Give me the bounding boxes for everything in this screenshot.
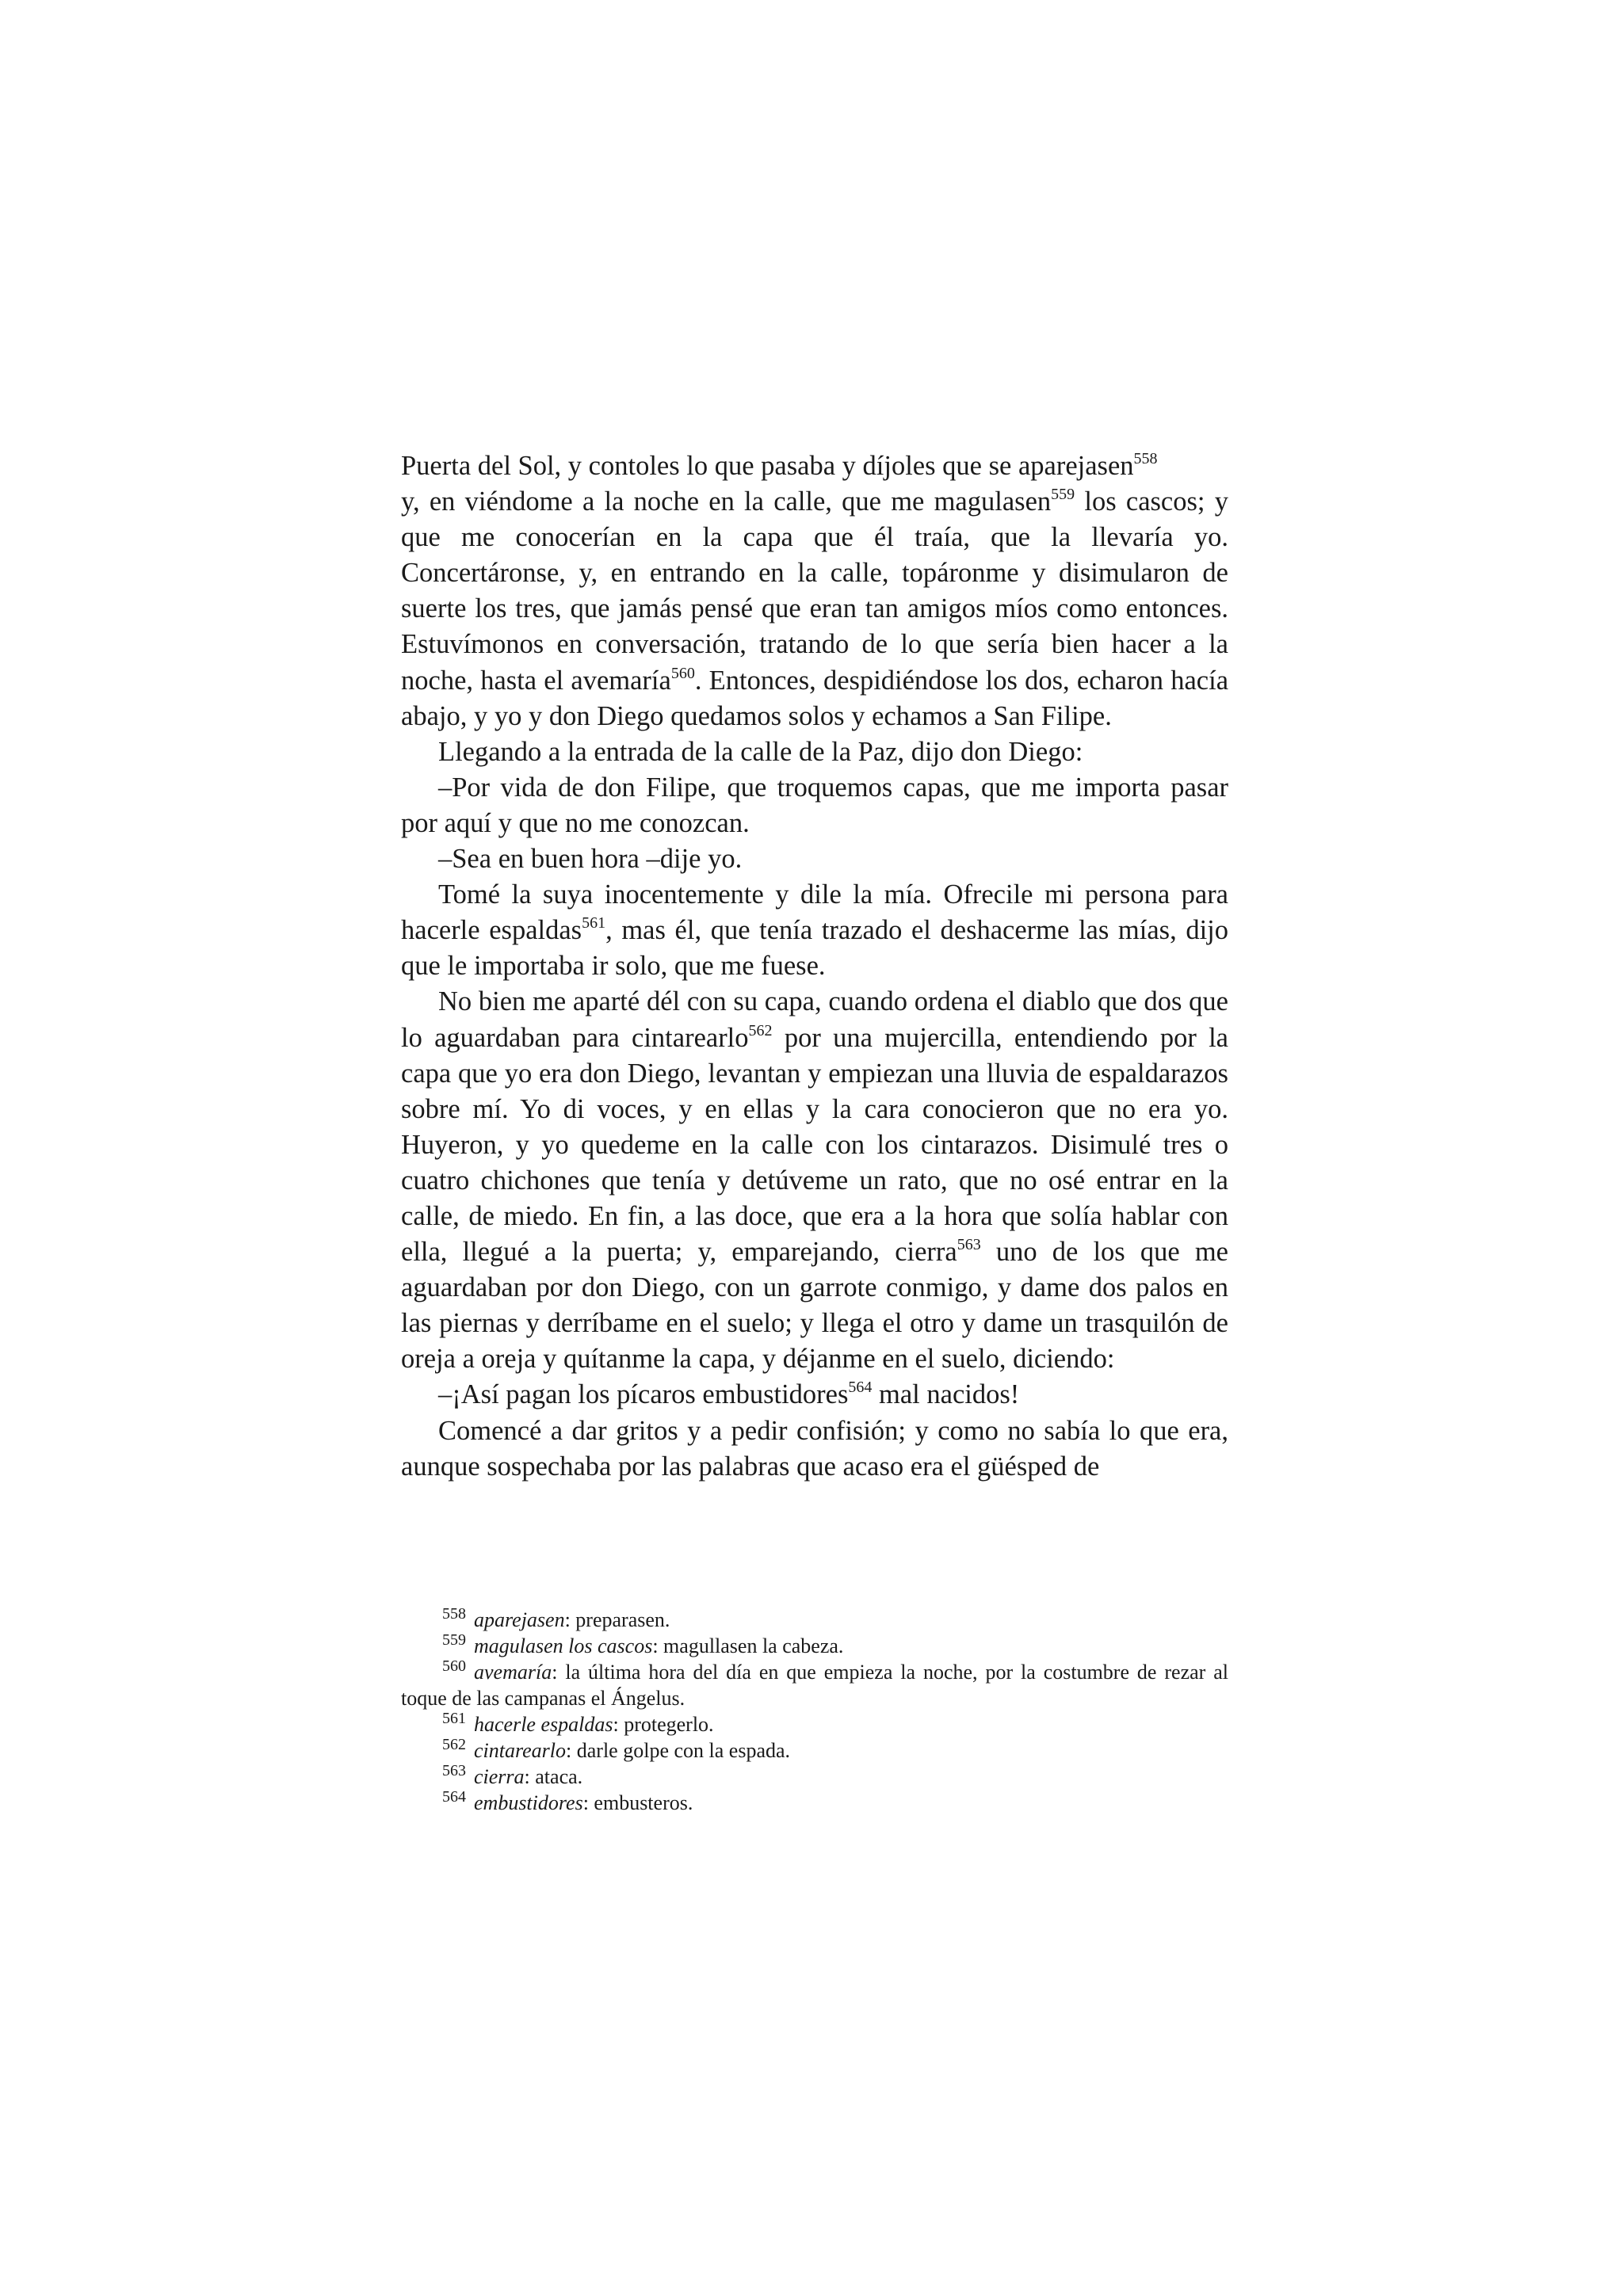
footnote-number: 558 [442,1605,466,1623]
text-run: uno de los que me aguardaban por don Diego, con un garrote conmigo, y dame dos palos en las piernas y derríbame en el suelo; y llega el otro y dame un trasquilón de oreja a oreja y quítanme la capa, y déjanme en el suelo, diciendo: [401,1237,1228,1375]
footnote-number: 564 [442,1788,466,1806]
text-run: por una mujercilla, entendiendo por la capa que yo era don Diego, levantan y empiezan una lluvia de espaldarazos sobre mí. Yo di voces, y en ellas y la cara conocieron que no era yo. Huyeron, y yo quedeme en la calle con los cintarazos. Disimulé tres o cuatro chichones que tenía y detúveme un rato, que no osé entrar en la calle, de miedo. En fin, a las doce, que era a la hora que solía hablar con ella, llegué a la puerta; y, emparejando, cierra [401,1022,1228,1268]
footnote-ref: 559 [1051,486,1075,504]
footnote-ref: 563 [957,1236,981,1254]
footnote-ref: 561 [582,914,606,933]
paragraph-8: Comencé a dar gritos y a pedir confisión; y como no sabía lo que era, aunque sospechaba por las palabras que acaso era el güésped de [401,1415,1228,1482]
footnote-text: : magullasen la cabeza. [652,1634,844,1657]
text-run: Tomé la suya inocentemente y dile la mía. Ofrecile mi persona para hacerle espaldas [401,879,1228,946]
main-text [401,448,1228,1485]
text-run: mal nacidos! [872,1379,1020,1410]
footnote-term: aparejasen [474,1608,565,1631]
paragraph-6 [401,984,1228,1377]
footnote-term: embustidores [474,1791,583,1814]
footnote [401,1607,1228,1633]
text-run: y, en viéndome a la noche en la calle, que me magulasen [401,486,1052,517]
footnote-number: 561 [442,1710,466,1727]
paragraph-1 [401,448,1228,734]
paragraph-4: –Sea en buen hora –dije yo. [438,844,743,875]
footnote-term: cintarearlo [474,1739,567,1762]
footnote-number: 559 [442,1631,466,1649]
footnote-term: hacerle espaldas [474,1713,613,1736]
paragraph-3: –Por vida de don Filipe, que troquemos capas, que me importa pasar por aquí y que no me conozcan. [401,772,1228,838]
footnote [401,1764,1228,1790]
text-run: Puerta del Sol, y contoles lo que pasaba y díjoles que se aparejasen [401,451,1134,481]
footnote-text: : embusteros. [582,1791,693,1814]
paragraph-5 [401,877,1228,984]
text-run: , mas él, que tenía trazado el deshacerme las mías, dijo que le importaba ir solo, que me fuese. [401,915,1228,982]
footnote-text: : ataca. [524,1765,583,1788]
footnote-ref: 562 [748,1021,773,1039]
footnote-text: : protegerlo. [613,1713,714,1736]
footnote-number: 563 [442,1762,466,1779]
paragraph-7 [401,1377,1228,1413]
footnote-ref: 564 [848,1379,873,1397]
text-run: No bien me aparté dél con su capa, cuando ordena el diablo que dos que lo aguardaban para cintarearlo [401,986,1228,1053]
paragraph-2: Llegando a la entrada de la calle de la Paz, dijo don Diego: [438,736,1083,767]
footnote-term: cierra [474,1765,525,1788]
footnote [401,1633,1228,1659]
footnote-term: magulasen los cascos [474,1634,653,1657]
footnote-term: avemaría [474,1661,552,1684]
text-run: . Entonces, despidiéndose los dos, echaron hacía abajo, y yo y don Diego quedamos solos y echamos a San Filipe. [401,665,1229,731]
text-run: los cascos; y que me conocerían en la capa que él traía, que la llevaría yo. Concertáronse, y, en entrando en la calle, topáronme y disimularon de suerte los tres, que jamás pensé que eran tan amigos míos como entonces. Estuvímonos en conversación, tratando de lo que sería bien hacer a la noche, hasta el avemaría [401,486,1228,696]
footnote-ref: 558 [1133,450,1158,467]
footnotes [401,1607,1228,1816]
footnote [401,1711,1228,1737]
footnote-text: : la última hora del día en que empieza la noche, por la costumbre de rezar al toque de las campanas el Ángelus. [401,1661,1228,1710]
footnote-text: : darle golpe con la espada. [566,1739,791,1762]
footnote [401,1737,1228,1764]
footnote-number: 560 [442,1657,466,1675]
footnote-ref: 560 [670,664,695,682]
text-run: –¡Así pagan los pícaros embustidores [438,1379,849,1410]
footnote-number: 562 [442,1736,466,1753]
footnote [401,1659,1228,1711]
footnote [401,1790,1228,1816]
footnote-text: : preparasen. [564,1608,670,1631]
